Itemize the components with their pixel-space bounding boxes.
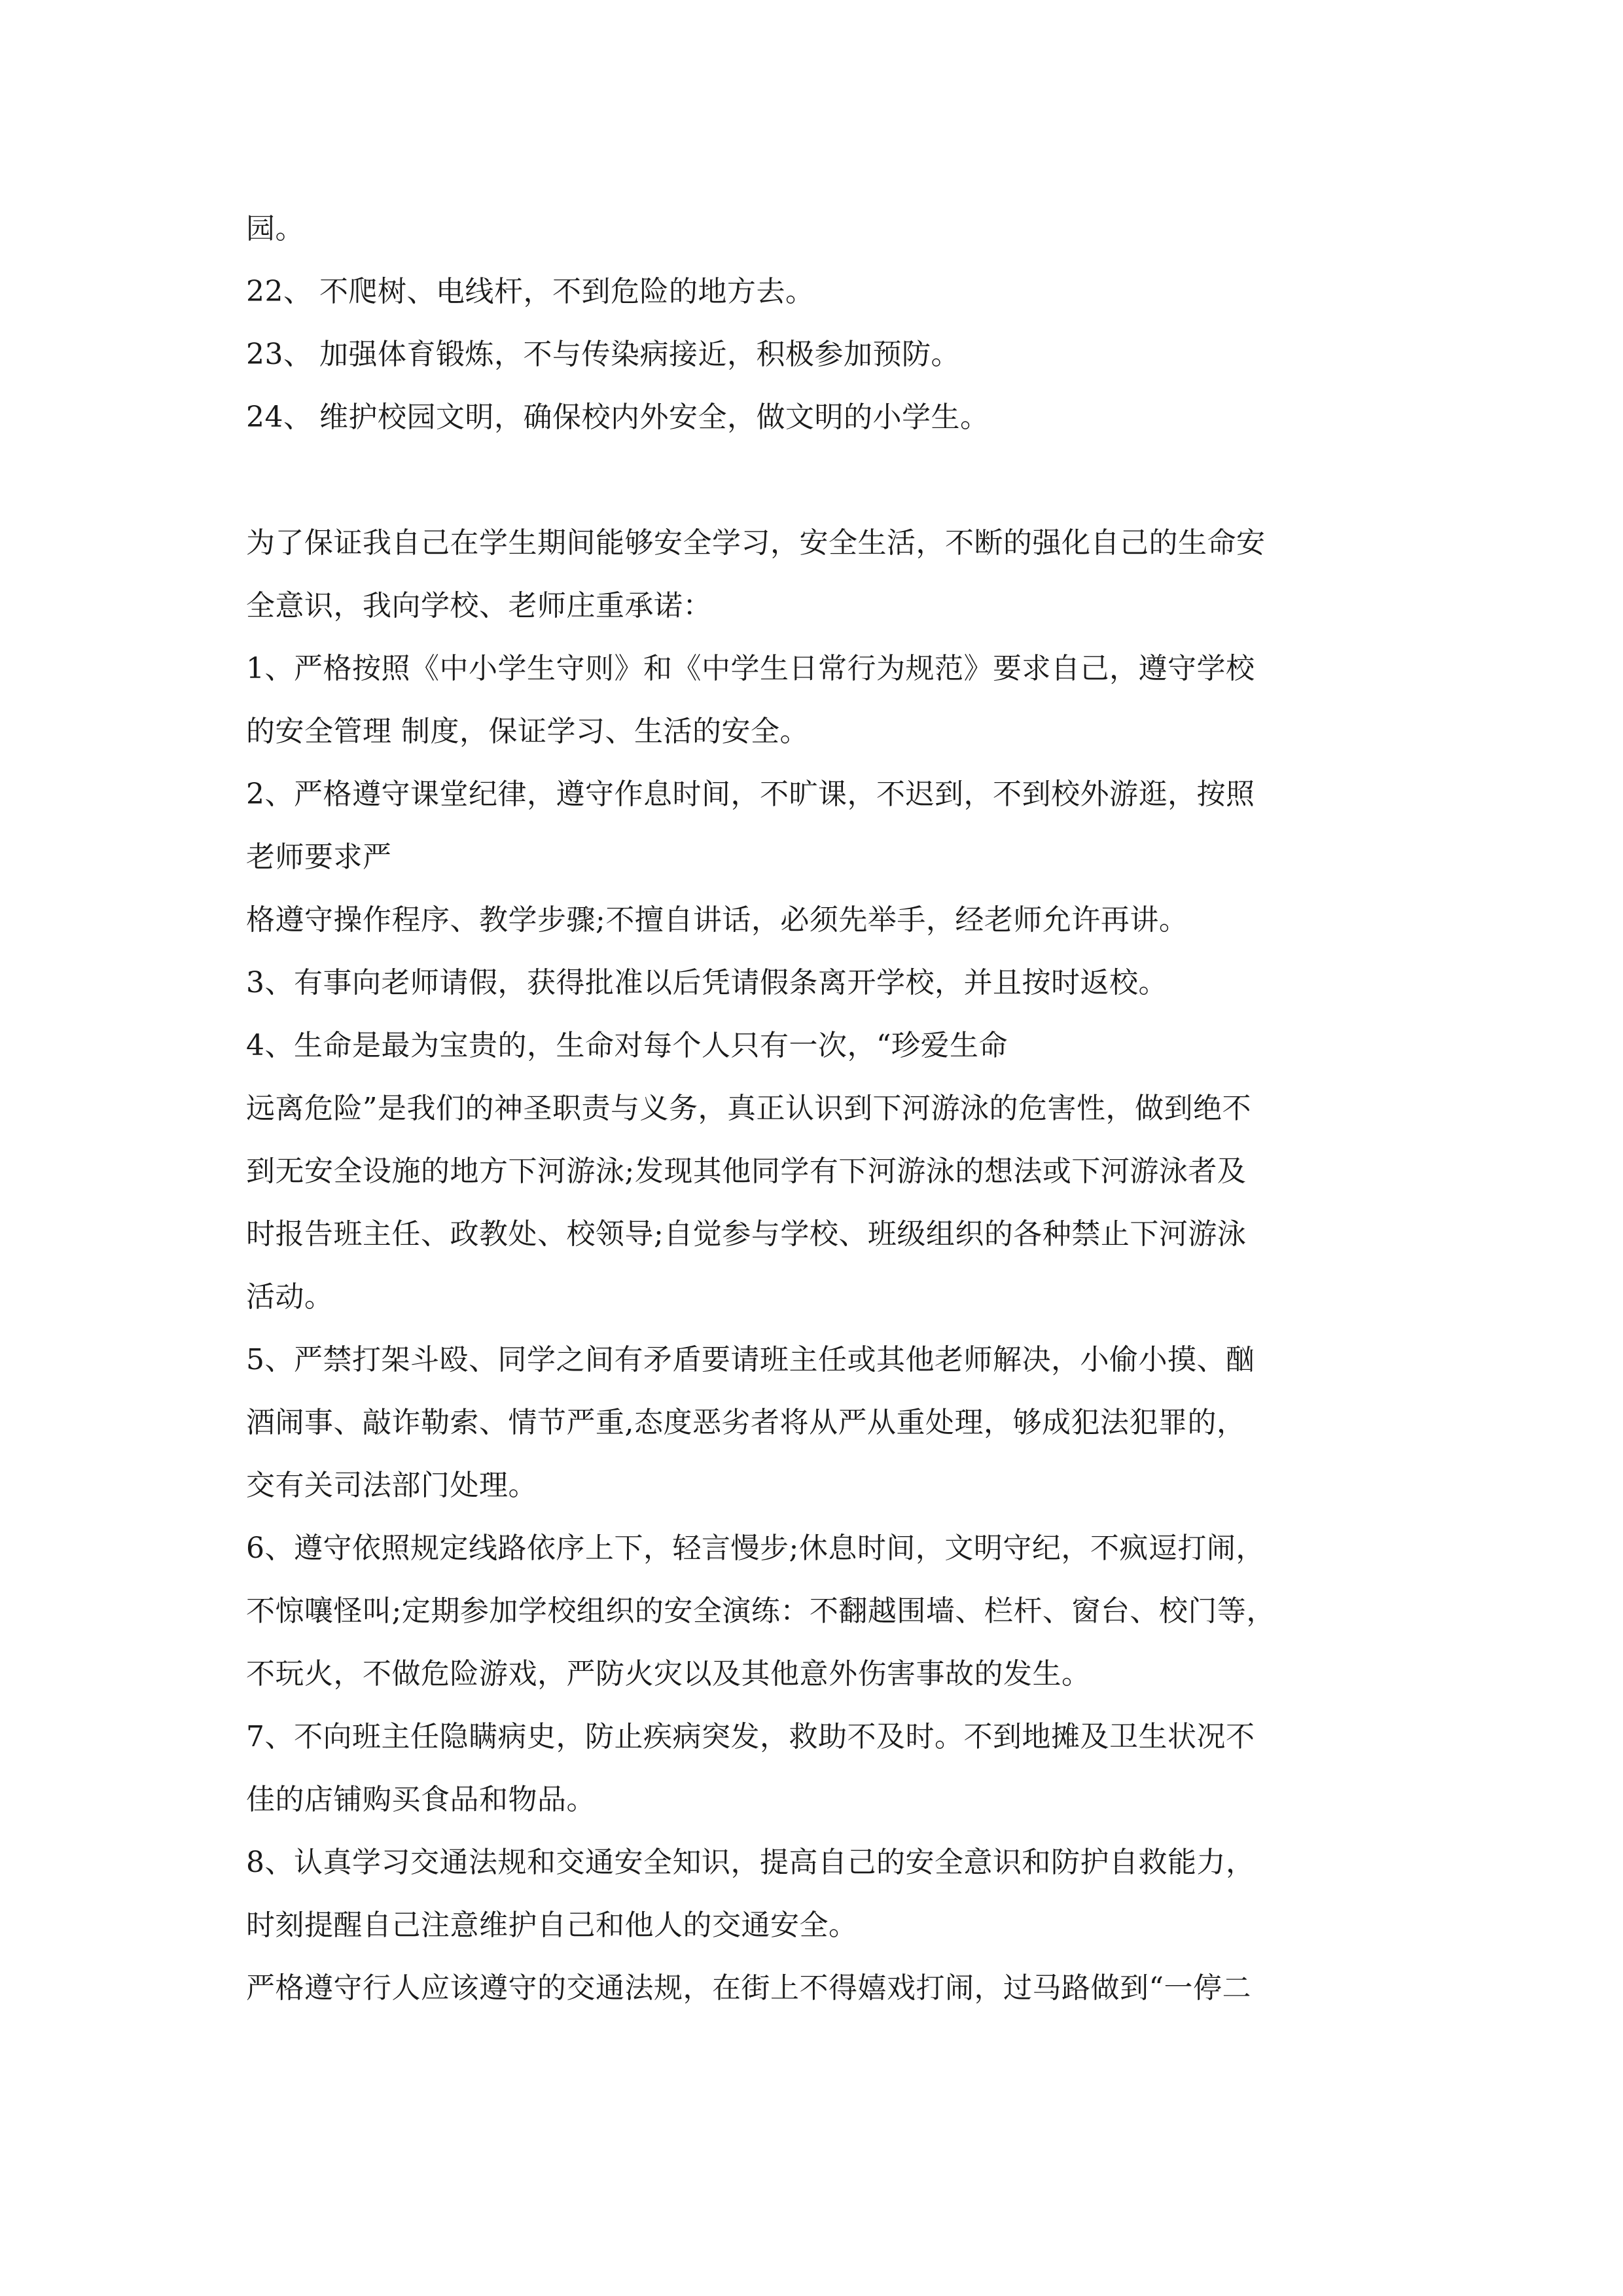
list-item-text: 维护校园文明，确保校内外安全，做文明的小学生。 (319, 401, 990, 434)
list-item (246, 399, 1398, 436)
text-line: 7、不向班主任隐瞒病史，防止疾病突发，救助不及时。不到地摊及卫生状况不 (246, 1720, 1255, 1753)
text-line: 2、严格遵守课堂纪律，遵守作息时间，不旷课，不迟到，不到校外游逛，按照 (246, 778, 1255, 811)
list-item-text: 不爬树、电线杆，不到危险的地方去。 (319, 275, 815, 308)
text-line: 园。 (246, 212, 304, 245)
text-line: 格遵守操作程序、教学步骤;不擅自讲话，必须先举手，经老师允许再讲。 (246, 903, 1188, 937)
list-item (246, 336, 1398, 373)
text-line: 活动。 (246, 1280, 334, 1314)
list-item-number: 22、 (246, 275, 313, 308)
text-line: 8、认真学习交通法规和交通安全知识，提高自己的安全意识和防护自救能力， (246, 1846, 1255, 1879)
text-line: 1、严格按照《中小学生守则》和《中学生日常行为规范》要求自己，遵守学校 (246, 652, 1255, 685)
list-item (246, 274, 1398, 310)
text-line: 时报告班主任、政教处、校领导;自觉参与学校、班级组织的各种禁止下河游泳 (246, 1217, 1247, 1251)
text-line: 不惊嚷怪叫;定期参加学校组织的安全演练：不翻越围墙、栏杆、窗台、校门等， (246, 1594, 1275, 1628)
text-line: 交有关司法部门处理。 (246, 1469, 537, 1502)
text-line: 全意识，我向学校、老师庄重承诺： (246, 589, 712, 622)
text-line: 不玩火，不做危险游戏，严防火灾以及其他意外伤害事故的发生。 (246, 1657, 1091, 1691)
text-line: 远离危险”是我们的神圣职责与义务，真正认识到下河游泳的危害性，做到绝不 (246, 1092, 1251, 1125)
list-item-number: 24、 (246, 401, 313, 434)
text-line: 佳的店铺购买食品和物品。 (246, 1783, 596, 1816)
text-line: 时刻提醒自己注意维护自己和他人的交通安全。 (246, 1909, 858, 1942)
text-line: 3、有事向老师请假，获得批准以后凭请假条离开学校，并且按时返校。 (246, 966, 1168, 999)
text-line: 为了保证我自己在学生期间能够安全学习，安全生活，不断的强化自己的生命安 (246, 526, 1266, 560)
text-line: 4、生命是最为宝贵的，生命对每个人只有一次，“珍爱生命 (246, 1029, 1008, 1062)
text-line: 到无安全设施的地方下河游泳;发现其他同学有下河游泳的想法或下河游泳者及 (246, 1155, 1247, 1188)
text-line: 严格遵守行人应该遵守的交通法规，在街上不得嬉戏打闹，过马路做到“一停二 (246, 1971, 1251, 2005)
text-line: 5、严禁打架斗殴、同学之间有矛盾要请班主任或其他老师解决，小偷小摸、酗 (246, 1343, 1255, 1376)
text-line: 酒闹事、敲诈勒索、情节严重,态度恶劣者将从严从重处理，够成犯法犯罪的， (246, 1406, 1246, 1439)
text-line: 老师要求严 (246, 840, 392, 874)
text-line: 6、遵守依照规定线路依序上下，轻言慢步;休息时间，文明守纪，不疯逗打闹， (246, 1532, 1265, 1565)
list-item-number: 23、 (246, 338, 313, 371)
text-line: 的安全管理 制度，保证学习、生活的安全。 (246, 715, 809, 748)
list-item-text: 加强体育锻炼，不与传染病接近，积极参加预防。 (319, 338, 960, 371)
